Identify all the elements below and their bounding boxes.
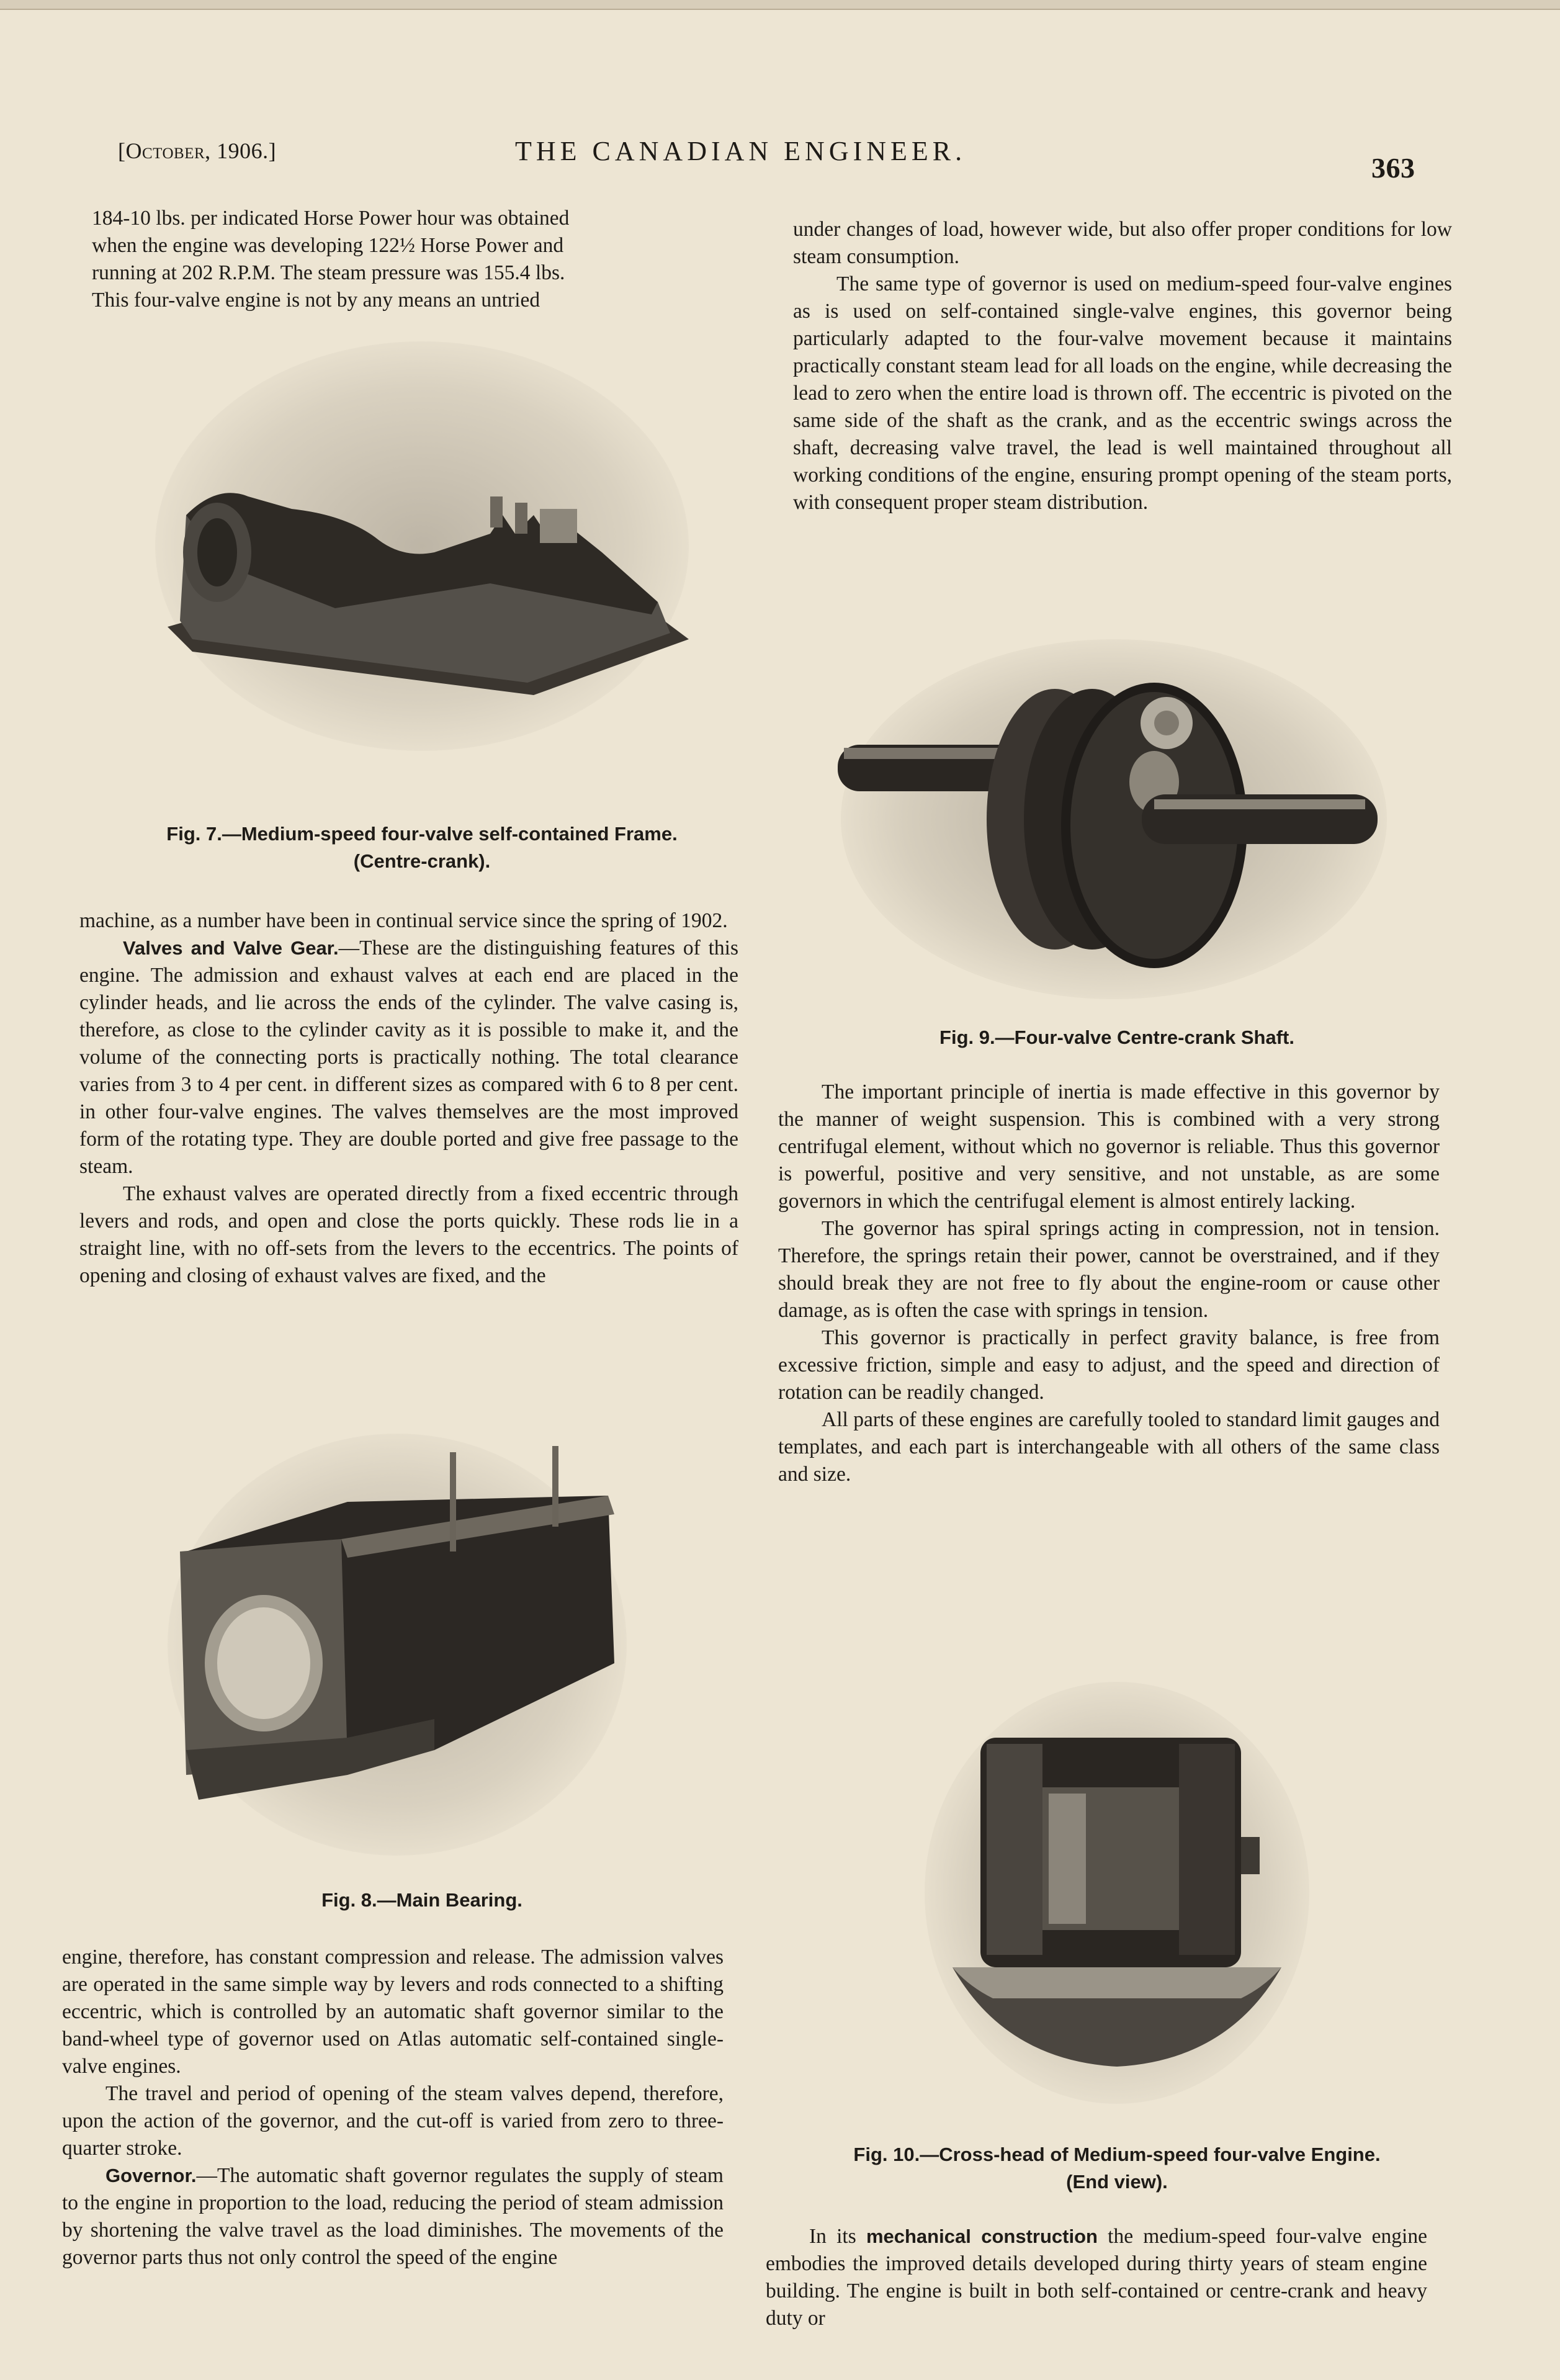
text-line: when the engine was developing 122½ Horse Power and — [92, 234, 564, 257]
caption-line: Fig. 10.—Cross-head of Medium-speed four-valve Engine. — [853, 2144, 1381, 2165]
left-text-block-1 — [92, 205, 747, 314]
paragraph-text: In its — [809, 2225, 866, 2248]
figure-9-crank-shaft-illustration — [819, 633, 1409, 1005]
figure-7-frame-illustration — [143, 329, 701, 763]
figure-7-caption — [93, 820, 751, 875]
right-text-block-3 — [766, 2223, 1427, 2332]
text-line: running at 202 R.P.M. The steam pressure was 155.4 lbs. — [92, 261, 565, 284]
paragraph: The same type of governor is used on medium-speed four-valve engines as is used on self-contained single-valve engines, this governor being particularly adapted to the four-valve movement because it maintains practically constant steam lead for all loads on the engine, while decreasing the lead to zero when the entire load is thrown off. The eccentric is pivoted on the same side of the shaft as the crank, and as the eccentric swings across the shaft, decreasing valve travel, the lead is well maintained throughout all working conditions of the engine, ensuring prompt opening of the steam ports, with consequent proper steam distribution. — [793, 272, 1452, 514]
figure-10-cross-head-illustration — [918, 1676, 1316, 2110]
figure-8-caption: Fig. 8.—Main Bearing. — [321, 1889, 522, 1911]
page-number: 363 — [1371, 152, 1415, 184]
paragraph: machine, as a number have been in continual service since the spring of 1902. — [79, 909, 728, 932]
right-text-block-1 — [793, 216, 1452, 516]
issue-date: [October, 1906.] — [118, 138, 277, 163]
figure-8-main-bearing-illustration — [161, 1427, 633, 1862]
caption-line: (End view). — [1066, 2171, 1168, 2193]
paragraph: The travel and period of opening of the steam valves depend, therefore, upon the action of the governor, and the cut-off is varied from zero to three-quarter stroke. — [62, 2082, 724, 2160]
caption-line: (Centre-crank). — [353, 850, 491, 872]
paragraph: This governor is practically in perfect gravity balance, is free from excessive friction, simple and easy to adjust, and the speed and direction of rotation can be readily changed. — [778, 1326, 1440, 1404]
paragraph: The governor has spiral springs acting in compression, not in tension. Therefore, the springs retain their power, cannot be overstrained, and if they should break they are not free to fly about the engine-room or cause other damage, as is often the case with springs in tension. — [778, 1217, 1440, 1322]
page-top-edge — [0, 0, 1560, 10]
paragraph-text: —The automatic shaft governor regulates the supply of steam to the engine in proportion to the load, reducing the period of steam admission by shortening the valve travel as the load diminishes. The movements of the governor parts thus not only control the speed of the engine — [62, 2164, 724, 2269]
paragraph: All parts of these engines are carefully tooled to standard limit gauges and templates, and each part is interchangeable with all others of the same class and size. — [778, 1408, 1440, 1486]
paragraph — [62, 2162, 724, 2271]
paragraph-text: the medium-speed four-valve engine embodies the improved details developed during thirty years of steam engine building. The engine is built in both self-contained or centre-crank and heavy duty or — [766, 2225, 1427, 2330]
paragraph: engine, therefore, has constant compression and release. The admission valves are operated in the same simple way by levers and rods connected to a shifting eccentric, which is controlled by an automatic shaft governor similar to the band-wheel type of governor used on Atlas automatic self-contained single-valve engines. — [62, 1946, 724, 2078]
paragraph-text: —These are the distinguishing features of this engine. The admission and exhaust valves at each end are placed in the cylinder heads, and lie across the ends of the cylinder. The valve casing is, therefore, as close to the cylinder cavity as it is possible to make it, and the volume of the connecting ports is practically nothing. The total clearance varies from 3 to 4 per cent. in different sizes as compared with 6 to 8 per cent. in other four-valve engines. The valves themselves are the most improved form of the rotating type. They are double ported and give free passage to the steam. — [79, 936, 738, 1178]
figure-9-caption: Fig. 9.—Four-valve Centre-crank Shaft. — [939, 1026, 1294, 1048]
paragraph: under changes of load, however wide, but also offer proper conditions for low steam consumption. — [793, 218, 1452, 268]
paragraph — [79, 935, 738, 1180]
paragraph: The important principle of inertia is made effective in this governor by the manner of weight suspension. This is combined with a very strong centrifugal element, without which no governor is reliable. Thus this governor is powerful, positive and very sensitive, and not unstable, as are some governors in which the centrifugal element is almost entirely lacking. — [778, 1080, 1440, 1213]
section-heading: Valves and Valve Gear. — [123, 937, 339, 959]
paragraph: The exhaust valves are operated directly from a fixed eccentric through levers and rods, and open and close the ports quickly. These rods lie in a straight line, with no off-sets from the levers to the eccentrics. The points of opening and closing of exhaust valves are fixed, and the — [79, 1182, 738, 1287]
left-text-block-3 — [62, 1944, 724, 2271]
section-heading: mechanical construction — [866, 2225, 1098, 2247]
text-line: This four-valve engine is not by any means an untried — [92, 289, 540, 312]
caption-line: Fig. 7.—Medium-speed four-valve self-contained Frame. — [166, 823, 678, 845]
figure-10-caption — [788, 2141, 1446, 2196]
right-text-block-2 — [778, 1079, 1440, 1488]
left-text-block-2 — [79, 907, 738, 1290]
text-line: 184-10 lbs. per indicated Horse Power hour was obtained — [92, 207, 570, 230]
paragraph — [766, 2223, 1427, 2332]
section-heading: Governor. — [105, 2165, 197, 2186]
journal-title: THE CANADIAN ENGINEER. — [515, 136, 967, 166]
